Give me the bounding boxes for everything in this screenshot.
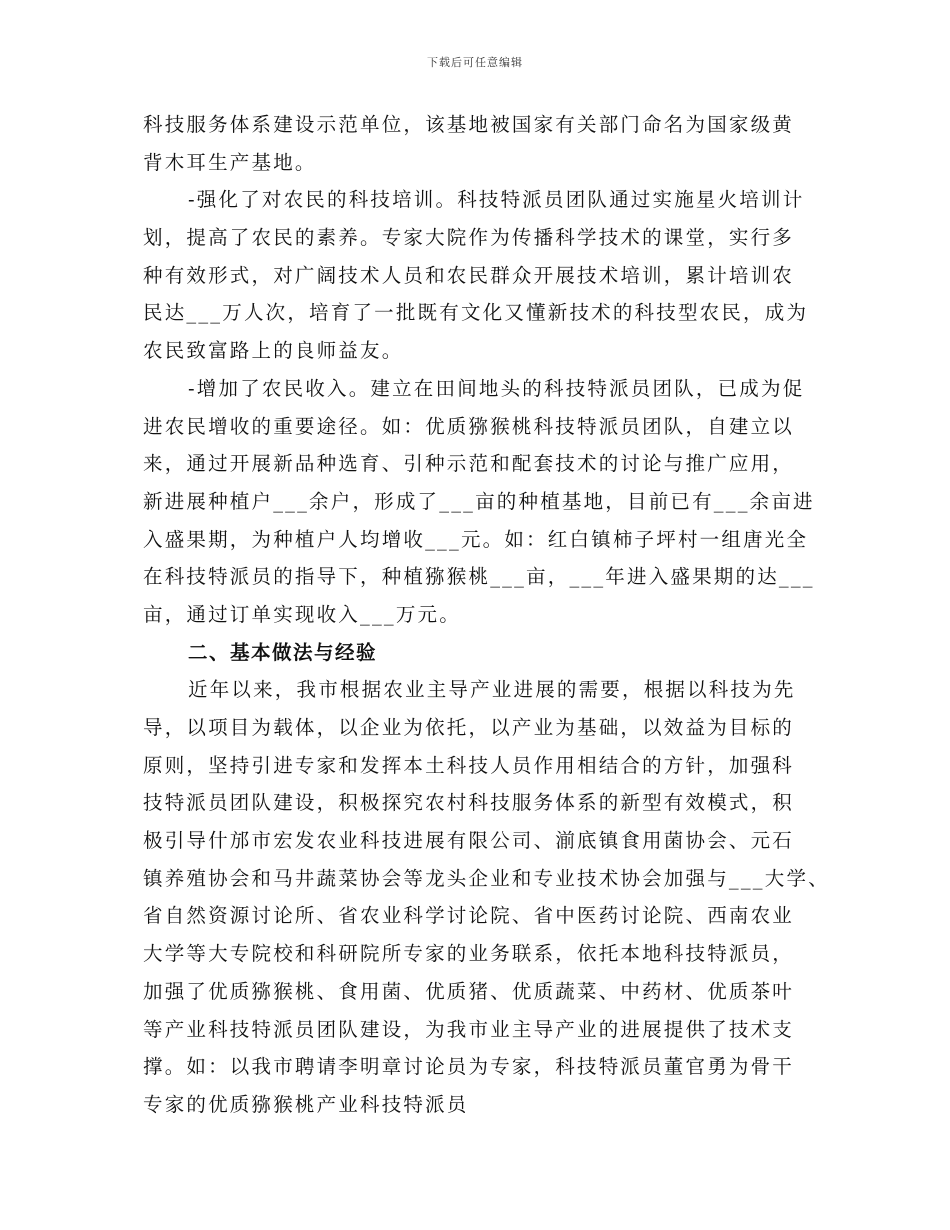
text-line: 省自然资源讨论所、省农业科学讨论院、省中医药讨论院、西南农业 <box>143 904 795 928</box>
text-line: -增加了农民收入。建立在田间地头的科技特派员团队，已成为促 <box>188 376 805 400</box>
text-line: 划，提高了农民的素养。专家大院作为传播科学技术的课堂，实行多 <box>143 226 795 250</box>
text-line: 进农民增收的重要途径。如：优质猕猴桃科技特派员团队，自建立以 <box>143 414 795 438</box>
text-line: 极引导什邡市宏发农业科技进展有限公司、湔底镇食用菌协会、元石 <box>143 829 795 853</box>
text-line: 大学等大专院校和科研院所专家的业务联系，依托本地科技特派员， <box>143 942 795 966</box>
text-line: 撑。如：以我市聘请李明章讨论员为专家，科技特派员董官勇为骨干 <box>143 1055 795 1079</box>
page-header-note: 下载后可任意编辑 <box>427 56 523 69</box>
text-line: 农民致富路上的良师益友。 <box>143 339 404 363</box>
text-line: 亩，通过订单实现收入___万元。 <box>143 602 461 626</box>
text-line: 近年以来，我市根据农业主导产业进展的需要，根据以科技为先 <box>188 678 796 702</box>
text-line: 技特派员团队建设，积极探究农村科技服务体系的新型有效模式，积 <box>143 791 795 815</box>
text-line: 种有效形式，对广阔技术人员和农民群众开展技术培训，累计培训农 <box>143 263 795 287</box>
text-line: 新进展种植户___余户，形成了___亩的种植基地，目前已有___余亩进 <box>143 489 815 513</box>
text-line: 在科技特派员的指导下，种植猕猴桃___亩，___年进入盛果期的达___ <box>143 565 815 589</box>
text-line: 背木耳生产基地。 <box>143 150 317 174</box>
text-line: -强化了对农民的科技培训。科技特派员团队通过实施星火培训计 <box>188 188 805 212</box>
document-body <box>143 106 830 1124</box>
text-line: 镇养殖协会和马井蔬菜协会等龙头企业和专业技术协会加强与___大学、 <box>143 866 830 890</box>
text-line: 专家的优质猕猴桃产业科技特派员 <box>143 1092 469 1116</box>
text-line: 加强了优质猕猴桃、食用菌、优质猪、优质蔬菜、中药材、优质茶叶 <box>143 979 795 1003</box>
section-heading: 二、基本做法与经验 <box>188 640 378 664</box>
text-line: 来，通过开展新品种选育、引种示范和配套技术的讨论与推广应用， <box>143 452 795 476</box>
text-line: 科技服务体系建设示范单位，该基地被国家有关部门命名为国家级黄 <box>143 113 795 136</box>
text-line: 原则，坚持引进专家和发挥本土科技人员作用相结合的方针，加强科 <box>143 753 795 777</box>
text-line: 等产业科技特派员团队建设，为我市业主导产业的进展提供了技术支 <box>143 1017 795 1041</box>
text-line: 民达___万人次，培育了一批既有文化又懂新技术的科技型农民，成为 <box>143 301 809 325</box>
text-line: 导，以项目为载体，以企业为依托，以产业为基础，以效益为目标的 <box>143 716 795 739</box>
text-line: 入盛果期，为种植户人均增收___元。如：红白镇柿子坪村一组唐光全 <box>143 527 809 551</box>
